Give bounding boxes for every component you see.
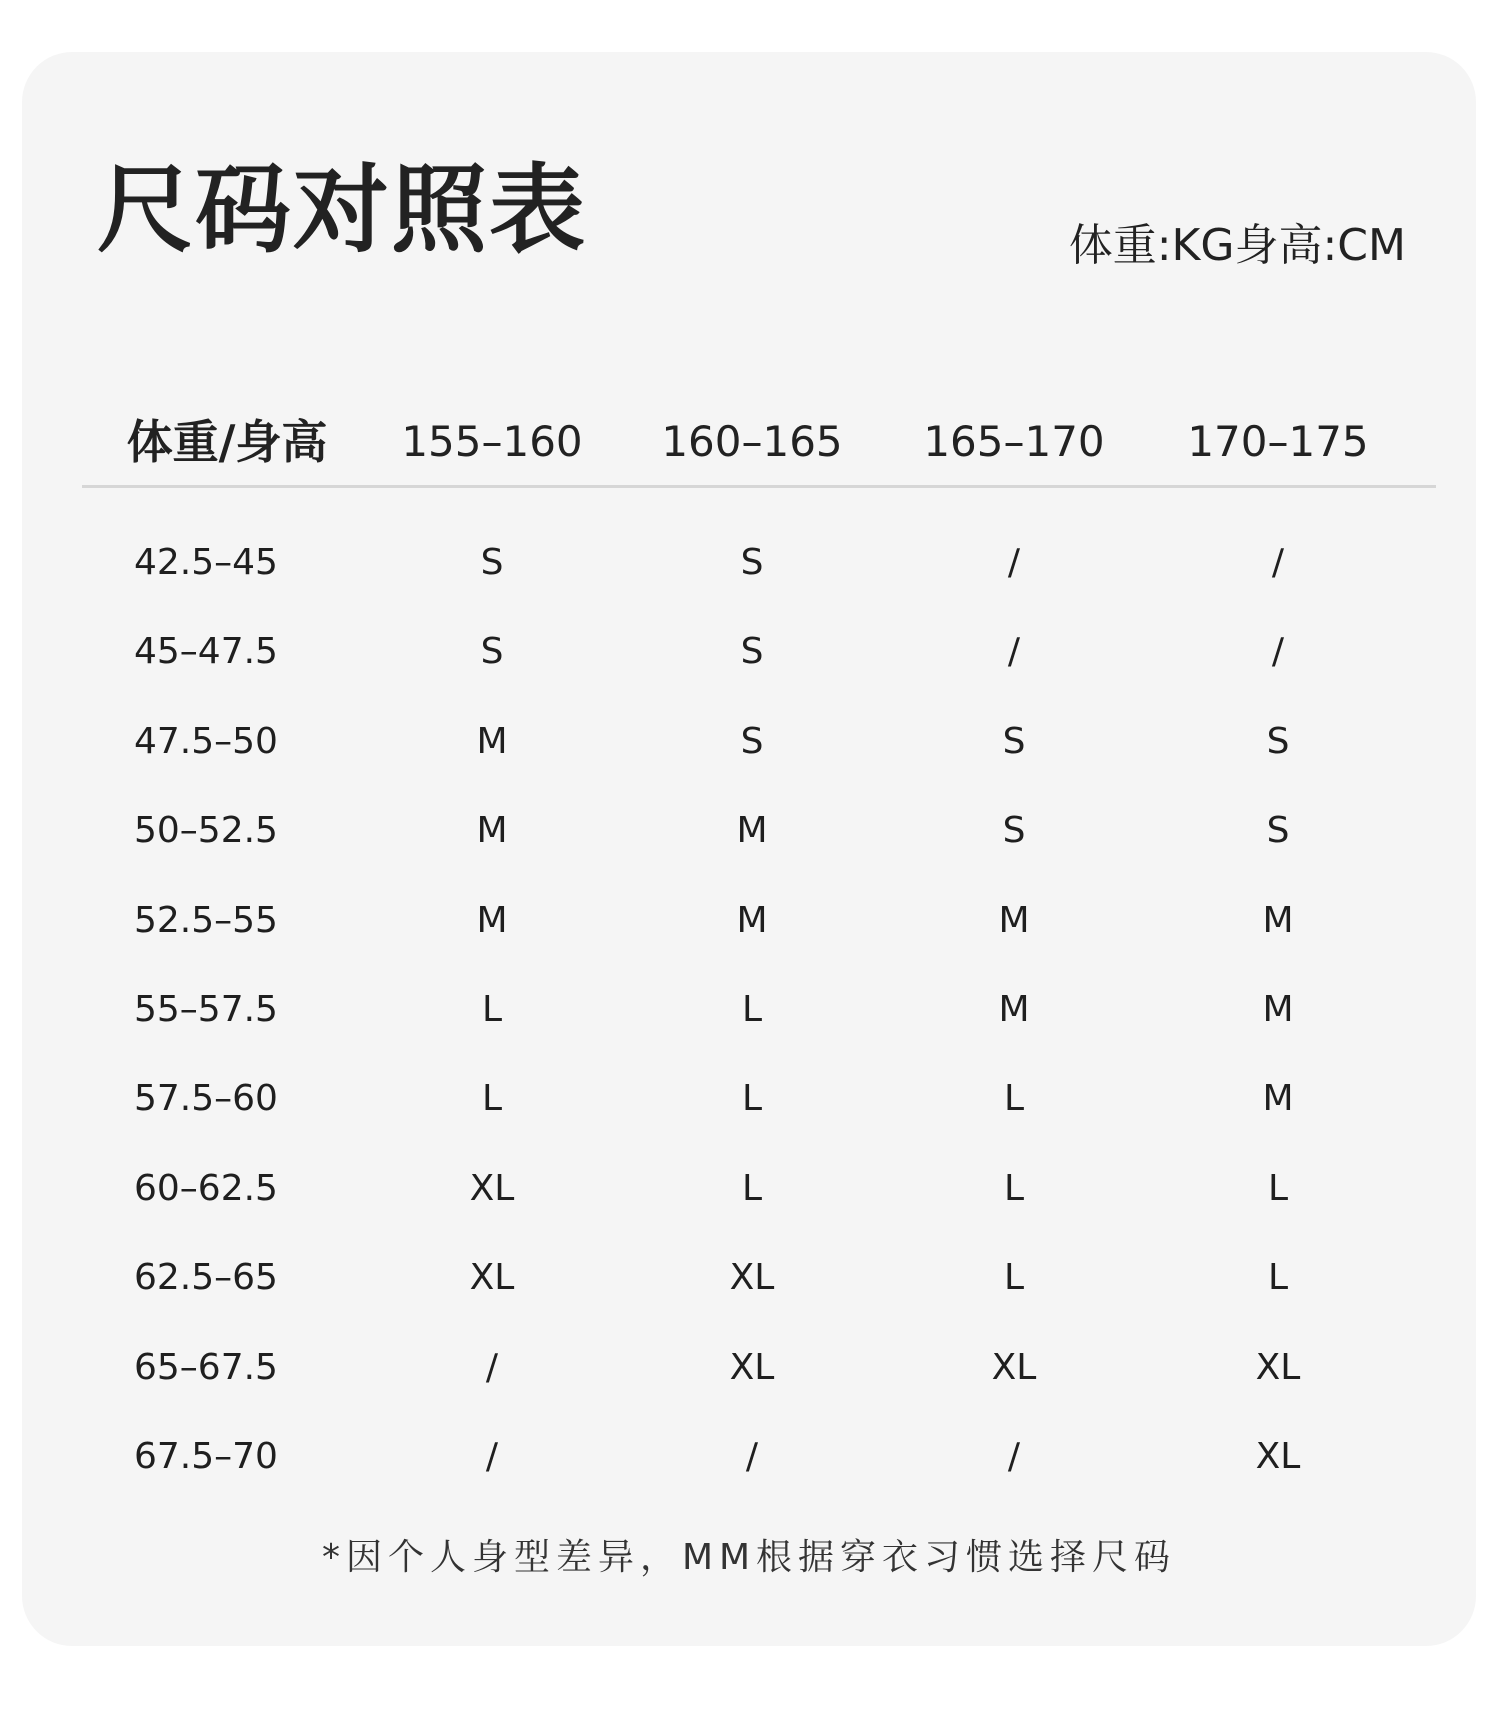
size-cell: L bbox=[1003, 1078, 1025, 1120]
size-cell: L bbox=[741, 1078, 763, 1120]
size-cell: XL bbox=[469, 1167, 515, 1209]
row-weight-label: 50–52.5 bbox=[134, 810, 278, 852]
size-cell: S bbox=[740, 720, 764, 762]
size-cell: S bbox=[1266, 720, 1290, 762]
size-cell: M bbox=[736, 899, 768, 941]
row-weight-label: 67.5–70 bbox=[134, 1435, 278, 1477]
size-cell: L bbox=[1267, 1167, 1289, 1209]
unit-note: 体重:KG身高:CM bbox=[1068, 220, 1406, 271]
table-row bbox=[22, 1233, 1476, 1322]
size-cell: S bbox=[480, 631, 504, 673]
size-cell: / bbox=[1007, 1435, 1021, 1477]
table-row bbox=[22, 1054, 1476, 1143]
row-weight-label: 65–67.5 bbox=[134, 1346, 278, 1388]
size-cell: L bbox=[1267, 1257, 1289, 1299]
table-row bbox=[22, 1412, 1476, 1501]
row-weight-label: 55–57.5 bbox=[134, 988, 278, 1030]
table-header bbox=[22, 402, 1476, 482]
size-cell: M bbox=[1262, 899, 1294, 941]
table-row bbox=[22, 697, 1476, 786]
header-cell-height-155-160: 155–160 bbox=[401, 417, 583, 466]
size-cell: M bbox=[476, 810, 508, 852]
header-cell-height-170-175: 170–175 bbox=[1187, 417, 1369, 466]
size-cell: / bbox=[485, 1346, 499, 1388]
size-cell: / bbox=[1007, 631, 1021, 673]
header-divider bbox=[82, 485, 1436, 488]
size-cell: XL bbox=[729, 1257, 775, 1299]
header-cell-weight-height: 体重/身高 bbox=[126, 415, 328, 469]
size-cell: / bbox=[1271, 631, 1285, 673]
size-cell: S bbox=[1002, 720, 1026, 762]
table-row bbox=[22, 1323, 1476, 1412]
table-row bbox=[22, 607, 1476, 696]
size-cell: M bbox=[1262, 988, 1294, 1030]
table-row bbox=[22, 518, 1476, 607]
size-cell: L bbox=[1003, 1167, 1025, 1209]
size-cell: L bbox=[1003, 1257, 1025, 1299]
size-cell: L bbox=[481, 1078, 503, 1120]
row-weight-label: 45–47.5 bbox=[134, 631, 278, 673]
size-cell: M bbox=[736, 810, 768, 852]
size-cell: M bbox=[998, 899, 1030, 941]
size-cell: S bbox=[1266, 810, 1290, 852]
table-row bbox=[22, 876, 1476, 965]
size-cell: S bbox=[740, 542, 764, 583]
table-row bbox=[22, 786, 1476, 875]
size-cell: L bbox=[481, 988, 503, 1030]
size-cell: / bbox=[745, 1435, 759, 1477]
row-weight-label: 60–62.5 bbox=[134, 1167, 278, 1209]
size-cell: S bbox=[740, 631, 764, 673]
size-cell: / bbox=[485, 1435, 499, 1477]
header-cell-height-160-165: 160–165 bbox=[661, 417, 843, 466]
table-row bbox=[22, 1144, 1476, 1233]
size-cell: / bbox=[1271, 542, 1285, 583]
size-cell: XL bbox=[1255, 1435, 1301, 1477]
row-weight-label: 52.5–55 bbox=[134, 899, 278, 941]
table-body bbox=[22, 518, 1476, 1501]
size-cell: M bbox=[1262, 1078, 1294, 1120]
size-cell: XL bbox=[469, 1257, 515, 1299]
size-cell: / bbox=[1007, 542, 1021, 583]
header-cell-height-165-170: 165–170 bbox=[923, 417, 1105, 466]
footnote: *因个人身型差异，MM根据穿衣习惯选择尺码 bbox=[321, 1537, 1177, 1578]
row-weight-label: 57.5–60 bbox=[134, 1078, 278, 1120]
size-chart-card bbox=[22, 52, 1476, 1646]
size-cell: L bbox=[741, 988, 763, 1030]
row-weight-label: 47.5–50 bbox=[134, 720, 278, 762]
row-weight-label: 42.5–45 bbox=[134, 542, 278, 583]
page-title: 尺码对照表 bbox=[97, 154, 587, 266]
size-cell: L bbox=[741, 1167, 763, 1209]
size-cell: S bbox=[480, 542, 504, 583]
row-weight-label: 62.5–65 bbox=[134, 1257, 278, 1299]
size-cell: XL bbox=[729, 1346, 775, 1388]
size-cell: M bbox=[476, 899, 508, 941]
table-row bbox=[22, 965, 1476, 1054]
size-cell: XL bbox=[991, 1346, 1037, 1388]
size-cell: M bbox=[476, 720, 508, 762]
size-cell: XL bbox=[1255, 1346, 1301, 1388]
size-cell: S bbox=[1002, 810, 1026, 852]
size-cell: M bbox=[998, 988, 1030, 1030]
